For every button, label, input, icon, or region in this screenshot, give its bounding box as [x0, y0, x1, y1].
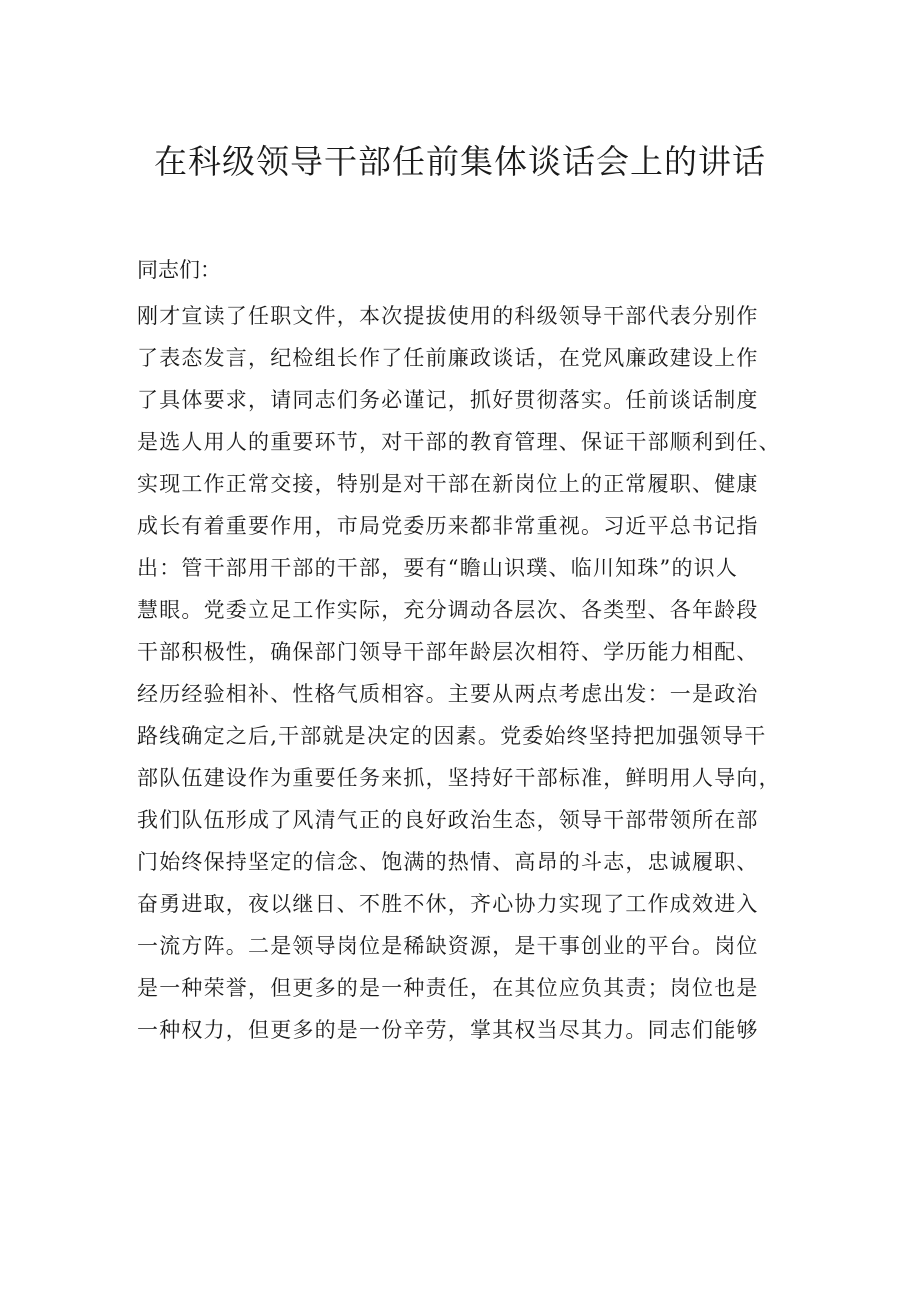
text-line: 门始终保持坚定的信念、饱满的热情、高昂的斗志，忠诚履职、 [137, 850, 759, 874]
text-line: 是选人用人的重要环节，对干部的教育管理、保证干部顺利到任、 [137, 430, 781, 454]
text-line: 路线确定之后,干部就是决定的因素。党委始终坚持把加强领导干 [137, 724, 767, 748]
text-line: 我们队伍形成了风清气正的良好政治生态，领导干部带领所在部 [137, 808, 759, 832]
text-line: 干部积极性，确保部门领导干部年龄层次相符、学历能力相配、 [137, 640, 759, 664]
text-line: 经历经验相补、性格气质相容。主要从两点考虑出发：一是政治 [137, 682, 759, 706]
text-line: 了表态发言，纪检组长作了任前廉政谈话，在党风廉政建设上作 [137, 346, 759, 370]
body-text [137, 295, 797, 1051]
text-line: 一种权力，但更多的是一份辛劳，掌其权当尽其力。同志们能够 [137, 1018, 759, 1042]
text-line: 是一种荣誉，但更多的是一种责任，在其位应负其责；岗位也是 [137, 976, 759, 1000]
salutation: 同志们： [137, 258, 221, 282]
text-line: 了具体要求，请同志们务必谨记，抓好贯彻落实。任前谈话制度 [137, 388, 759, 412]
document-title: 在科级领导干部任前集体谈话会上的讲话 [154, 142, 766, 181]
text-line: 慧眼。党委立足工作实际，充分调动各层次、各类型、各年龄段 [137, 598, 759, 622]
text-line: 成长有着重要作用，市局党委历来都非常重视。习近平总书记指 [137, 514, 759, 538]
text-line: 奋勇进取，夜以继日、不胜不休，齐心协力实现了工作成效进入 [137, 892, 759, 916]
text-line: 一流方阵。二是领导岗位是稀缺资源，是干事创业的平台。岗位 [137, 934, 759, 958]
text-line: 刚才宣读了任职文件，本次提拔使用的科级领导干部代表分别作 [137, 304, 759, 328]
text-line: 部队伍建设作为重要任务来抓，坚持好干部标准，鲜明用人导向， [137, 766, 781, 790]
text-line: 出：管干部用干部的干部，要有“瞻山识璞、临川知珠”的识人 [137, 556, 739, 580]
text-line: 实现工作正常交接，特别是对干部在新岗位上的正常履职、健康 [137, 472, 759, 496]
